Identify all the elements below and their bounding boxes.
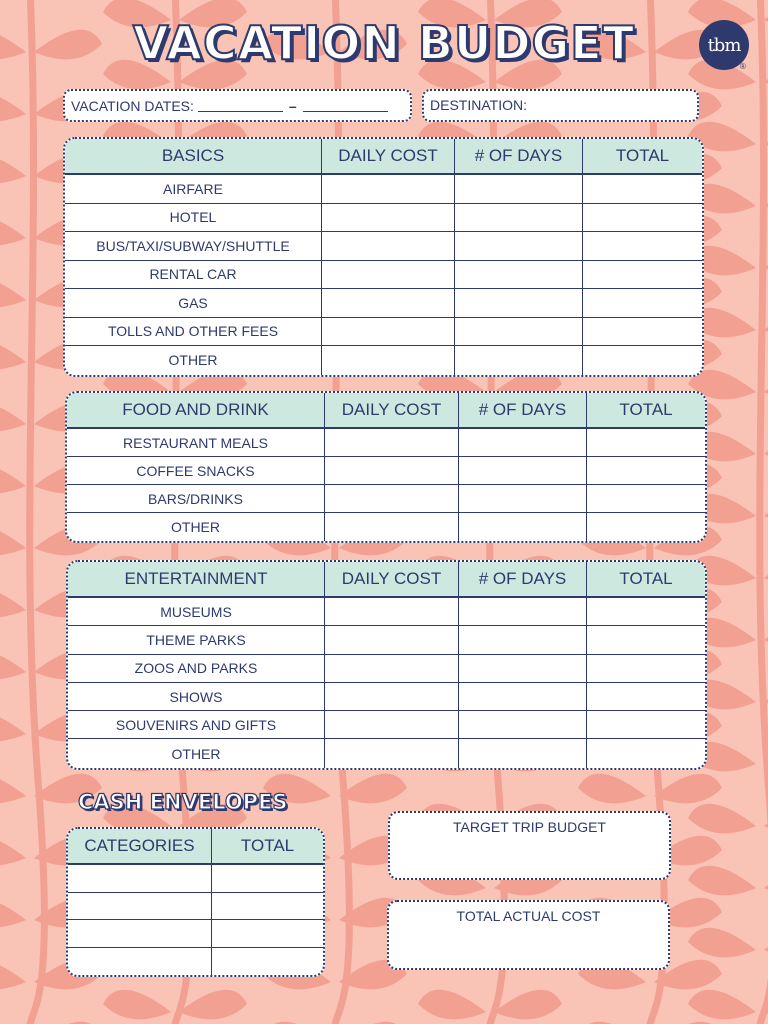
table-header-row: [68, 562, 705, 598]
row-label: MUSEUMS: [68, 598, 324, 626]
cash-envelopes-title: CASH ENVELOPES: [78, 790, 288, 814]
row-label: THEME PARKS: [68, 626, 324, 654]
row-label: SHOWS: [68, 683, 324, 711]
column-header: DAILY COST: [324, 393, 458, 429]
entry-cell[interactable]: [586, 457, 705, 485]
vine-stem: [29, 0, 44, 1024]
table-header-row: [68, 829, 323, 865]
leaf-shape: [0, 774, 26, 804]
entry-cell[interactable]: [458, 655, 586, 683]
target-trip-budget-label: TARGET TRIP BUDGET: [453, 819, 606, 835]
entry-cell[interactable]: [211, 893, 323, 921]
destination-label: DESTINATION:: [430, 97, 527, 113]
vine-stem: [759, 0, 768, 1024]
row-label: GAS: [65, 289, 321, 318]
row-label: HOTEL: [65, 204, 321, 233]
row-label: COFFEE SNACKS: [67, 457, 324, 485]
table-row: [68, 865, 323, 893]
row-label: TOLLS AND OTHER FEES: [65, 318, 321, 347]
table-row: [68, 655, 705, 683]
entry-cell[interactable]: [582, 175, 702, 204]
entry-cell[interactable]: [454, 175, 582, 204]
leaf-shape: [339, 774, 407, 804]
leaf-shape: [688, 990, 756, 1020]
entry-cell[interactable]: [321, 204, 454, 233]
entry-cell[interactable]: [324, 457, 458, 485]
entry-cell[interactable]: [458, 683, 586, 711]
basics-table: [63, 137, 704, 377]
entry-cell[interactable]: [321, 232, 454, 261]
leaf-shape: [0, 216, 26, 246]
entry-cell[interactable]: [458, 598, 586, 626]
row-label: ZOOS AND PARKS: [68, 655, 324, 683]
table-row: [65, 289, 702, 318]
leaf-shape: [494, 990, 562, 1020]
entry-cell[interactable]: [586, 683, 705, 711]
entry-cell[interactable]: [321, 289, 454, 318]
table-row: [68, 683, 705, 711]
entry-cell[interactable]: [586, 711, 705, 739]
leaf-shape: [179, 990, 247, 1020]
leaf-shape: [764, 928, 768, 958]
table-header-row: [67, 393, 705, 429]
entry-cell[interactable]: [454, 346, 582, 375]
start-date-blank[interactable]: [198, 99, 283, 112]
end-date-blank[interactable]: [303, 99, 388, 112]
vacation-dates-field[interactable]: [63, 89, 412, 122]
table-row: [65, 346, 702, 375]
entry-cell[interactable]: [586, 513, 705, 541]
leaf-shape: [0, 464, 26, 494]
entry-cell[interactable]: [582, 318, 702, 347]
leaf-shape: [654, 774, 722, 804]
leaf-shape: [688, 804, 756, 834]
row-label: RESTAURANT MEALS: [67, 429, 324, 457]
entry-cell[interactable]: [454, 318, 582, 347]
table-row: [68, 626, 705, 654]
row-label: AIRFARE: [65, 175, 321, 204]
leaf-shape: [418, 990, 486, 1020]
entry-cell[interactable]: [211, 920, 323, 948]
vacation-dates-label: VACATION DATES:: [71, 97, 194, 114]
leaf-shape: [0, 278, 26, 308]
entry-cell[interactable]: [458, 626, 586, 654]
leaf-shape: [0, 526, 26, 556]
table-header-row: [65, 139, 702, 175]
entry-cell[interactable]: [582, 232, 702, 261]
table-row: [67, 485, 705, 513]
entry-cell[interactable]: [586, 429, 705, 457]
destination-field[interactable]: [422, 89, 699, 122]
column-header: # OF DAYS: [454, 139, 582, 175]
entry-cell[interactable]: [211, 865, 323, 893]
entry-cell[interactable]: [211, 948, 323, 976]
leaf-shape: [0, 340, 26, 370]
entry-cell[interactable]: [586, 598, 705, 626]
column-header: TOTAL: [582, 139, 702, 175]
row-label[interactable]: [68, 920, 211, 948]
entry-cell[interactable]: [582, 346, 702, 375]
column-header: TOTAL: [586, 393, 705, 429]
entry-cell[interactable]: [454, 204, 582, 233]
entry-cell[interactable]: [321, 346, 454, 375]
row-label: OTHER: [171, 519, 220, 535]
leaf-shape: [688, 866, 756, 896]
entry-cell[interactable]: [586, 739, 705, 767]
entry-cell[interactable]: [321, 175, 454, 204]
table-row: [68, 739, 705, 767]
row-label: BARS/DRINKS: [67, 485, 324, 513]
entry-cell[interactable]: [582, 289, 702, 318]
food-and-drink-table: [65, 391, 707, 543]
leaf-shape: [764, 432, 768, 462]
table-row: [68, 893, 323, 921]
entry-cell[interactable]: [582, 261, 702, 290]
row-label[interactable]: [68, 893, 211, 921]
date-separator: –: [288, 97, 297, 114]
entry-cell[interactable]: [324, 655, 458, 683]
total-actual-cost-label: TOTAL ACTUAL COST: [456, 908, 601, 924]
entry-cell[interactable]: [321, 261, 454, 290]
table-row: [65, 261, 702, 290]
entertainment-table: [66, 560, 707, 770]
table-row: [68, 598, 705, 626]
entry-cell[interactable]: [458, 457, 586, 485]
table-row: [65, 175, 702, 204]
column-header: BASICS: [65, 139, 321, 175]
entry-cell[interactable]: [324, 513, 458, 541]
row-label: BUS/TAXI/SUBWAY/SHUTTLE: [65, 232, 321, 261]
column-header: CATEGORIES: [68, 829, 211, 865]
entry-cell[interactable]: [324, 485, 458, 513]
table-row: [68, 920, 323, 948]
column-header: ENTERTAINMENT: [68, 562, 324, 598]
entry-cell[interactable]: [324, 429, 458, 457]
entry-cell[interactable]: [454, 232, 582, 261]
leaf-shape: [0, 402, 26, 432]
leaf-shape: [0, 588, 26, 618]
entry-cell[interactable]: [458, 739, 586, 767]
entry-cell[interactable]: [458, 429, 586, 457]
leaf-shape: [764, 866, 768, 896]
column-header: # OF DAYS: [458, 393, 586, 429]
leaf-shape: [0, 92, 26, 122]
leaf-shape: [0, 650, 26, 680]
table-row: [67, 513, 705, 541]
leaf-shape: [0, 712, 26, 742]
entry-cell[interactable]: [582, 204, 702, 233]
entry-cell[interactable]: [458, 485, 586, 513]
entry-cell[interactable]: [321, 318, 454, 347]
leaf-shape: [0, 898, 26, 928]
table-row: [65, 204, 702, 233]
column-header: DAILY COST: [321, 139, 454, 175]
column-header: TOTAL: [211, 829, 323, 865]
row-label: OTHER: [171, 745, 221, 762]
page-title: VACATION BUDGET: [132, 16, 636, 70]
tbm-logo: tbm: [699, 20, 749, 70]
column-header: # OF DAYS: [458, 562, 586, 598]
column-header: TOTAL: [586, 562, 705, 598]
leaf-shape: [103, 990, 171, 1020]
row-label[interactable]: [68, 865, 211, 893]
table-row: [67, 429, 705, 457]
cash-envelopes-table: [66, 827, 325, 977]
entry-cell[interactable]: [324, 711, 458, 739]
entry-cell[interactable]: [586, 626, 705, 654]
table-row: [68, 711, 705, 739]
leaf-shape: [764, 556, 768, 586]
entry-cell[interactable]: [454, 261, 582, 290]
entry-cell[interactable]: [324, 683, 458, 711]
row-label: RENTAL CAR: [65, 261, 321, 290]
entry-cell[interactable]: [458, 711, 586, 739]
row-label: SOUVENIRS AND GIFTS: [68, 711, 324, 739]
entry-cell[interactable]: [324, 598, 458, 626]
leaf-shape: [578, 774, 646, 804]
entry-cell[interactable]: [586, 655, 705, 683]
target-trip-budget-box[interactable]: [388, 811, 671, 880]
table-row: [65, 318, 702, 347]
entry-cell[interactable]: [458, 513, 586, 541]
leaf-shape: [0, 154, 26, 184]
row-label[interactable]: [68, 948, 211, 976]
total-actual-cost-box[interactable]: [387, 900, 670, 970]
column-header: DAILY COST: [324, 562, 458, 598]
row-label: OTHER: [168, 352, 218, 369]
column-header: FOOD AND DRINK: [67, 393, 324, 429]
leaf-shape: [764, 494, 768, 524]
entry-cell[interactable]: [454, 289, 582, 318]
entry-cell[interactable]: [324, 626, 458, 654]
leaf-shape: [0, 960, 26, 990]
leaf-shape: [688, 928, 756, 958]
registered-mark: ®: [740, 62, 746, 71]
leaf-shape: [0, 836, 26, 866]
table-row: [67, 457, 705, 485]
entry-cell[interactable]: [324, 739, 458, 767]
entry-cell[interactable]: [586, 485, 705, 513]
table-row: [65, 232, 702, 261]
table-row: [68, 948, 323, 976]
